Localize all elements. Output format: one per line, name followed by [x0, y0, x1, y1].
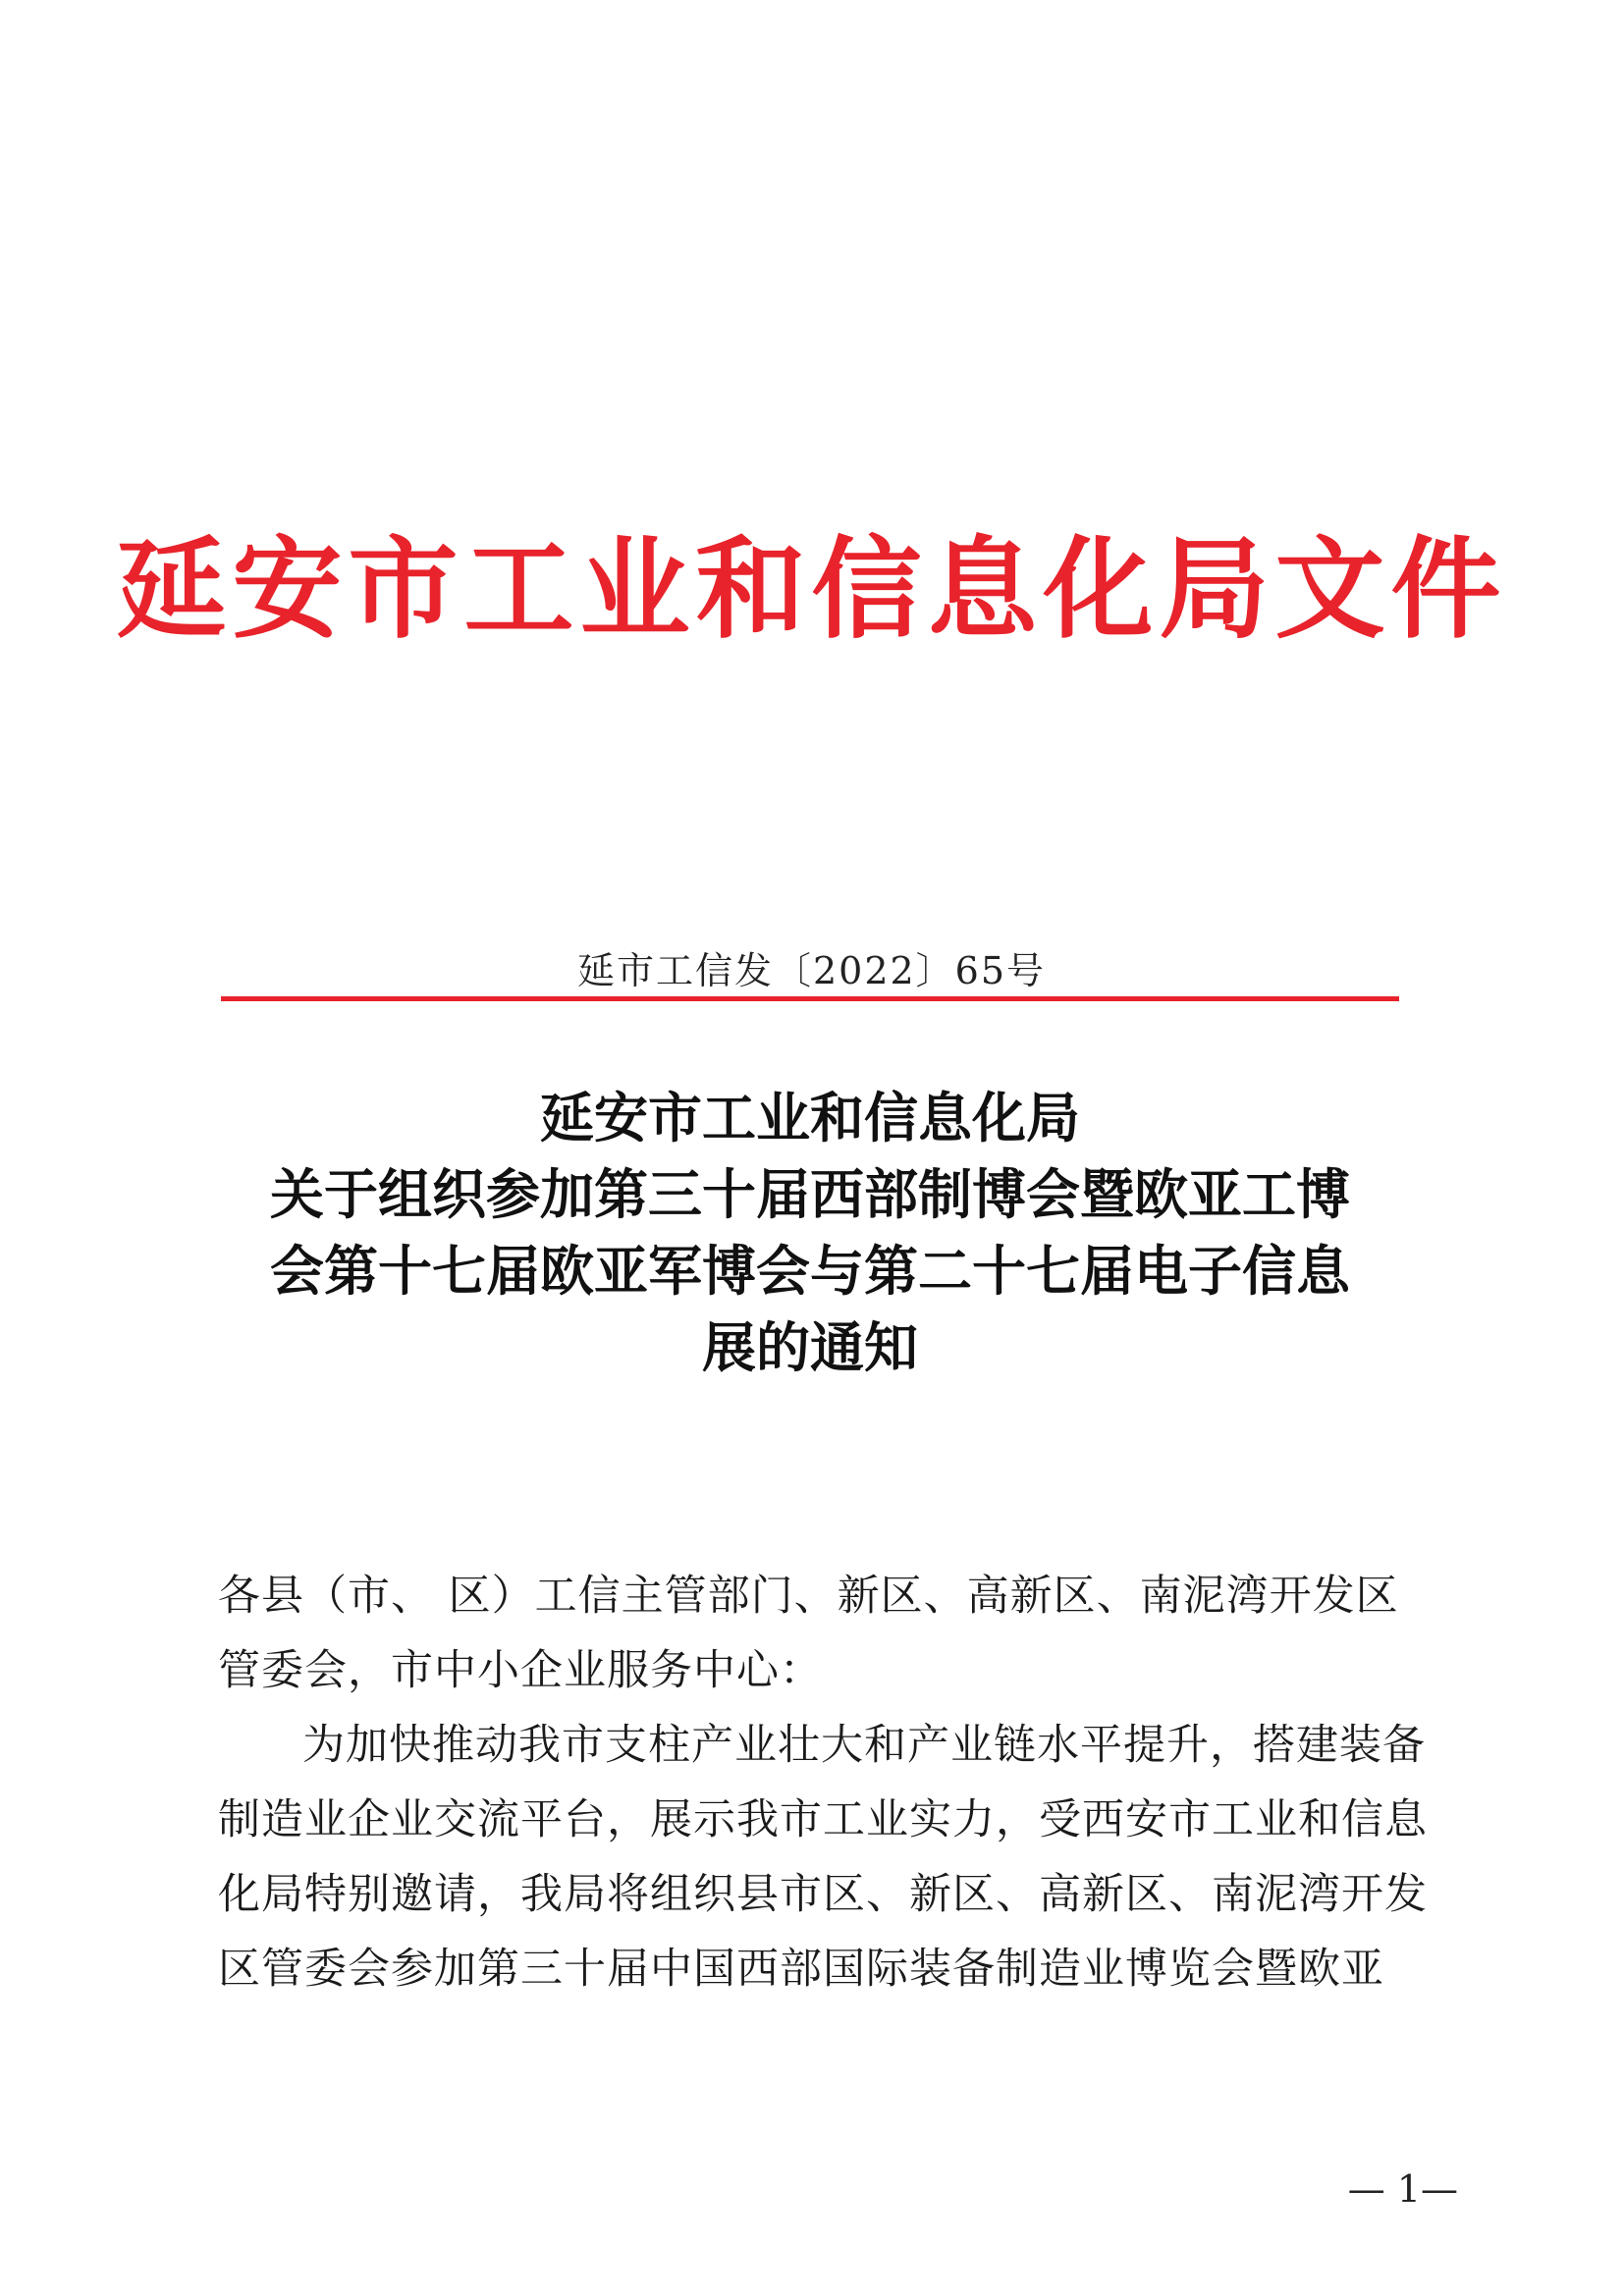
page-number: — 1— — [1347, 2167, 1458, 2211]
paragraph-line: 为加快推动我市支柱产业壮大和产业链水平提升，搭建装备 — [302, 1721, 1426, 1770]
addressee-line: 管委会，市中小企业服务中心： — [218, 1646, 823, 1695]
title-line: 会第十七届欧亚军博会与第二十七届电子信息 — [269, 1240, 1350, 1303]
red-divider — [221, 996, 1399, 1001]
paragraph-line: 化局特别邀请，我局将组织县市区、新区、高新区、南泥湾开发 — [218, 1870, 1428, 1919]
document-body — [218, 1559, 1428, 2006]
title-line: 关于组织参加第三十届西部制博会暨欧亚工博 — [269, 1163, 1350, 1226]
document-number: 延市工信发〔2022〕65号 — [576, 949, 1047, 992]
document-title — [201, 1080, 1419, 1386]
paragraph-line: 制造业企业交流平台，展示我市工业实力，受西安市工业和信息 — [218, 1795, 1428, 1844]
issuer-header: 延安市工业和信息化局文件 — [116, 525, 1507, 654]
addressee-line: 各县（市、 区）工信主管部门、新区、高新区、南泥湾开发区 — [218, 1572, 1399, 1621]
title-line: 展的通知 — [701, 1316, 918, 1379]
title-line: 延安市工业和信息化局 — [539, 1087, 1080, 1149]
paragraph-line: 区管委会参加第三十届中国西部国际装备制造业博览会暨欧亚 — [218, 1945, 1384, 1994]
